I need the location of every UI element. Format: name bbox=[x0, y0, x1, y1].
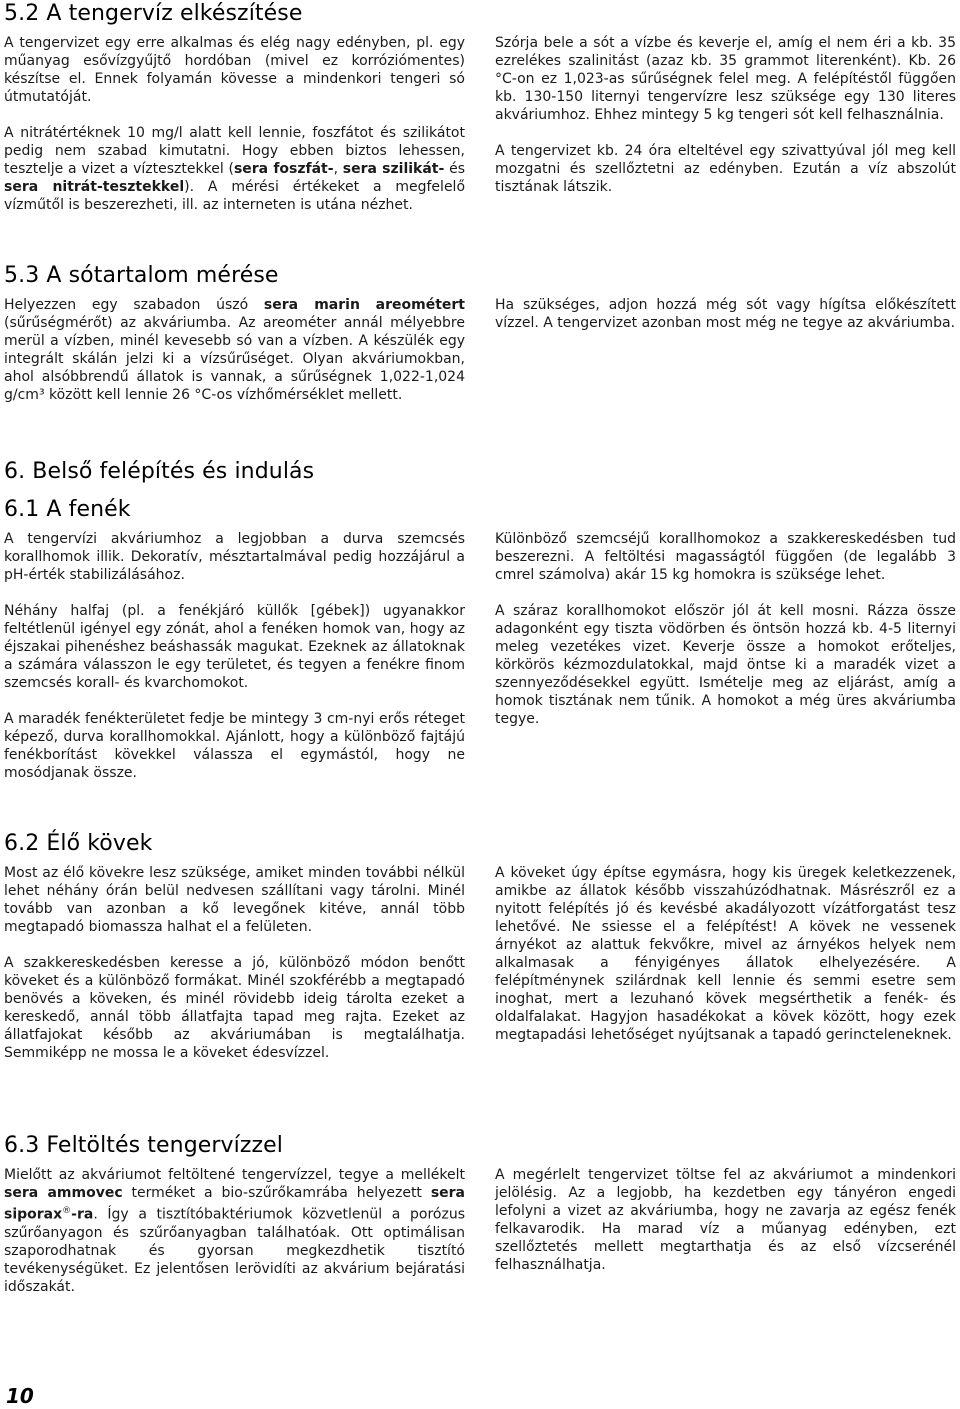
right-column bbox=[495, 1166, 956, 1274]
section-6 bbox=[4, 458, 956, 486]
left-column bbox=[4, 1166, 465, 1296]
chapter-heading: 6. Belső felépítés és indulás bbox=[4, 459, 315, 484]
right-column bbox=[495, 296, 956, 332]
paragraph: Ha szükséges, adjon hozzá még sót vagy hígítsa előkészített vízzel. A tengervizet azonban most még ne tegye az akváriumba. bbox=[495, 297, 956, 331]
paragraph: A tengervizet kb. 24 óra elteltével egy szivattyúval jól meg kell mozgatni és szellőztetni az edényben. Ezután a víz abszolút tisztának látszik. bbox=[495, 143, 956, 195]
paragraph: A maradék fenékterületet fedje be mintegy 3 cm-nyi erős réteget képező, durva korallhomokkal. Ajánlott, hogy a különböző fajtájú fenékborítást kövekkel válassza el egymástól, hogy ne mosódjanak össze. bbox=[4, 711, 465, 781]
paragraph: A száraz korallhomokot először jól át kell mosni. Rázza össze adagonként egy tiszta vödörben és öntsön hozzá kb. 4-5 liternyi meleg vezetékes vizet. Keverje össze a homokot erőteljes, körkörös kézmozdulatokkal, majd öntse ki a maradék vizet a szennyeződésekkel együtt. Ismételje meg az eljárást, amíg a homok tisztának nem tűnik. A homokot a még üres akváriumba tegye. bbox=[495, 603, 956, 727]
left-column bbox=[4, 34, 465, 214]
left-column bbox=[4, 530, 465, 782]
paragraph: Néhány halfaj (pl. a fenékjáró küllők [gébek]) ugyanakkor feltétlenül igényel egy zónát, ahol a fenéken homok van, hogy az éjszakai pihenéshez beáshassák magukat. Ezeknek az állatoknak a számára válasszon le egy területet, és tegyen a fenékre finom szemcsés korall- és kvarchomokot. bbox=[4, 603, 465, 691]
section-6-2 bbox=[4, 830, 956, 1061]
paragraph: A tengervízi akváriumhoz a legjobban a durva szemcsés korallhomok illik. Dekoratív, mésztartalmával pedig hozzájárul a pH-érték stabilizálásához. bbox=[4, 531, 465, 583]
section-heading: 6.3 Feltöltés tengervízzel bbox=[4, 1133, 284, 1158]
paragraph: A tengervizet egy erre alkalmas és elég nagy edényben, pl. egy műanyag esővízgyűjtő hordóban (mivel ez korróziómentes) készítse el. Ennek folyamán kövesse a mindenkori tengeri só útmutatóját. bbox=[4, 35, 465, 105]
paragraph: Különböző szemcséjű korallhomokoz a szakkereskedésben tud beszerezni. A feltöltési magasságtól függően (de legalább 3 cmrel számolva) akár 15 kg homokra is szüksége lehet. bbox=[495, 531, 956, 583]
right-column bbox=[495, 864, 956, 1044]
section-5-3 bbox=[4, 262, 956, 403]
section-heading: 6.2 Élő kövek bbox=[4, 831, 153, 856]
section-6-1 bbox=[4, 496, 956, 781]
section-heading: 5.3 A sótartalom mérése bbox=[4, 263, 279, 288]
paragraph: Szórja bele a sót a vízbe és keverje el, amíg el nem éri a kb. 35 ezrelékes szalinitást (azaz kb. 35 grammot literenként). Kb. 26 °C-on ez 1,023-as sűrűségnek felel meg. A felépítéstől függően kb. 130-150 liternyi tengervízre lesz szüksége egy 130 literes akváriumhoz. Ehhez mintegy 5 kg tengeri sót kell felhasználnia. bbox=[495, 35, 956, 123]
left-column bbox=[4, 296, 465, 404]
section-heading: 5.2 A tengervíz elkészítése bbox=[4, 1, 303, 26]
paragraph: Helyezzen egy szabadon úszó sera marin areométert (sűrűségmérőt) az akváriumba. Az areométer annál mélyebbre merül a vízben, minél kevesebb só van a vízben. A készülék egy integrált skálán jelzi ki a vízsűrűséget. Olyan akváriumokban, ahol alsóbbrendű állatok is vannak, a sűrűségnek 1,022-1,024 g/cm³ között kell lennie 26 °C-os vízhőmérséklet mellett. bbox=[4, 297, 466, 403]
paragraph: Mielőtt az akváriumot feltöltené tengervízzel, tegye a mellékelt sera ammovec terméket a bio-szűrőkamrába helyezett sera siporax®-ra. Így a tisztítóbaktériumok közvetlenül a porózus szűrőanyagon és szűrőanyagban találhatóak. Ott optimálisan szaporodhatnak és gyorsan megkezdhetik tisztító tevékenységüket. Ez jelentősen lerövidíti az akvárium bejáratási időszakát. bbox=[4, 1167, 465, 1295]
paragraph: A megérlelt tengervizet töltse fel az akváriumot a mindenkori jelölésig. Az a legjobb, ha kezdetben egy tányéron engedi lefolyni a vizet az akváriumba, hogy ne zavarja az egész fenék felkavarodik. Ha marad víz a műanyag edényben, ezt szellőztetés mellett megtarthatja és az első vízcserénél felhasználhatja. bbox=[495, 1167, 956, 1273]
paragraph: A nitrátértéknek 10 mg/l alatt kell lennie, foszfátot és szilikátot pedig nem szabad kimutatni. Hogy ebben biztos lehessen, tesztelje a vizet a víztesztekkel (sera foszfát-, sera szilikát- és sera nitrát-tesztekkel). A mérési értékeket a megfelelő vízműtől is beszerezheti, ill. az interneten is utána nézhet. bbox=[4, 125, 466, 213]
page-number: 10 bbox=[6, 1384, 34, 1408]
left-column bbox=[4, 864, 465, 1062]
right-column bbox=[495, 34, 956, 196]
right-column bbox=[495, 530, 956, 728]
section-6-3 bbox=[4, 1132, 956, 1295]
section-5-2 bbox=[4, 0, 956, 213]
paragraph: A köveket úgy építse egymásra, hogy kis üregek keletkezzenek, amikbe az állatok később visszahúzódhatnak. Másrészről ez a nyitott felépítés jó és kevésbé akadályozott vízátforgatást tesz lehetővé. Ne ssiesse el a felépítést! A kövek ne vessenek árnyékot az alattuk fekvőkre, mivel az árnyékos helyek nem alkalmasak a fényigényes állatok elhelyezésére. A felépítménynek szilárdnak kell lennie és semmi esetre sem inoghat, mert a lezuhanó kövek megsérthetik a fenék- és oldalfalakat. Hagyjon hasadékokat a kövek között, hogy ezek megtapadási lehetőséget nyújtsanak a tapadó gerincteleneknek. bbox=[495, 865, 956, 1043]
section-heading: 6.1 A fenék bbox=[4, 497, 131, 522]
paragraph: A szakkereskedésben keresse a jó, különböző módon benőtt köveket és a különböző formákat. Minél szokférébb a megtapadó benövés a köveken, és minél rövidebb ideig tárolta ezeket a kereskedő, annál több állatfajta tapad meg rajta. Ezeket az állatfajokat később az akváriumában is megtalálhatja. Semmiképp ne mossa le a köveket édesvízzel. bbox=[4, 955, 465, 1061]
paragraph: Most az élő kövekre lesz szüksége, amiket minden további nélkül lehet néhány órán belül nedvesen szállítani vagy tárolni. Minél tovább van azonban a kő levegőnek kitéve, annál több megtapadó biomassza halhat el a felületen. bbox=[4, 865, 465, 935]
